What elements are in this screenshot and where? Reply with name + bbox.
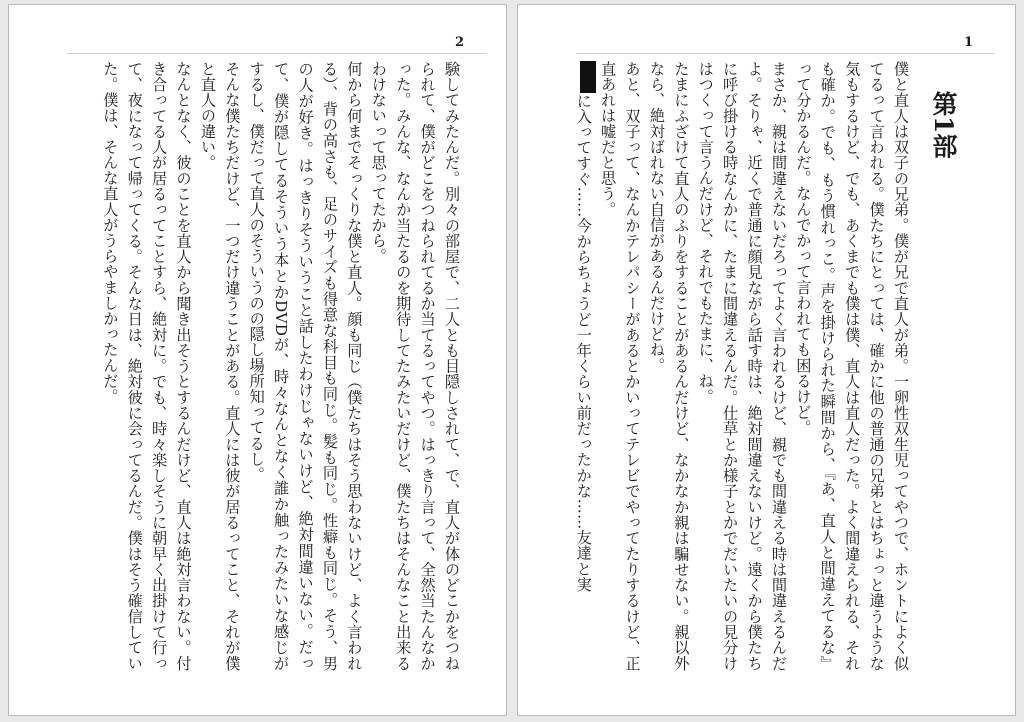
page-number: 1	[963, 35, 973, 50]
paragraph: なんとなく、彼のことを直人から聞き出そうとするんだけど、直人は絶対言わない。付き合ってる人が居るってことすら、絶対に。でも、時々楽しそうに朝早く出掛けて行って、夜になって帰ってくる。そんな日は、絶対彼に会ってるんだ。僕はそう確信していた。僕は、そんな直人がうらやましかったんだ。	[101, 61, 193, 671]
redaction-block	[580, 61, 596, 93]
page-1	[517, 4, 1016, 716]
paragraph-text: に入ってすぐ……今からちょうど一年くらい前だったかな……友達と実	[574, 93, 593, 593]
paragraph	[571, 61, 595, 671]
page-2	[8, 4, 507, 716]
paragraph: 僕と直人は双子の兄弟。僕が兄で直人が弟。一卵性双生児ってやつで、ホントによく似てるって言われる。僕たちにとっては、確かに他の普通の兄弟とはちょっと違うような気もするけど、でも、あくまでも僕は僕、直人は直人だった。よく間違えられる、それも確か。でも、もう慣れっこ。声を掛けられた瞬間から、『あ、直人と間違えてるな』って分かるんだ。なんでかって言われても困るけど。	[794, 61, 910, 671]
paragraph: 験してみたんだ。別々の部屋で、二人とも目隠しされて、で、直人が体のどこかをつねられて、僕がどこをつねられてるか当てるってやつ。はっきり言って、全然当たんなかった。みんな、なんか当たるのを期待してたみたいだけど、僕たちはそんなこと出来るわけないって思ってたから。	[369, 61, 461, 671]
header-rule	[576, 53, 995, 54]
body-text	[84, 61, 464, 671]
part-heading: 第1部	[929, 91, 958, 159]
paragraph: そんな僕たちだけど、一つだけ違うことがある。直人には彼が居るってこと、それが僕と直人の違い。	[198, 61, 242, 671]
paragraph: まさか、親は間違えないだろってよく言われるけど、親でも間違える時は間違えるんだよ。そりゃ、近くで普通に顔見ながら話す時は、絶対間違えないけど。遠くから僕たちに呼び掛ける時なんかに、たまに間違えるんだ。仕草とか様子とかでだいたいの見分けはつくって言うんだけど、それでもたまに、ね。	[696, 61, 788, 671]
paragraph: たまにふざけて直人のふりをすることがあるんだけど、なかなか親は騙せない。親以外なら、絶対ばれない自信があるんだけどね。	[647, 61, 691, 671]
body-text	[574, 61, 973, 671]
page-number: 2	[454, 35, 464, 50]
paragraph: あと、双子って、なんかテレパシーがあるとかいってテレビでやってたりするけど、正直あれは嘘だと思う。	[599, 61, 642, 671]
header-rule	[67, 53, 486, 54]
paragraph: 何から何までそっくりな僕と直人。顔も同じ（僕たちはそう思わないけど、よく言われる）、背の高さも、足のサイズも得意な科目も同じ。髪も同じ。性癖も同じ。そう、男の人が好き。はっきりそういうこと話したわけじゃないけど、絶対間違いない。だって、僕が隠してるそういう本とかDVDが、時々なんとなく誰か触ったみたいな感じがするし、僕だって直人のそういうのの隠し場所知ってるし。	[247, 61, 364, 671]
